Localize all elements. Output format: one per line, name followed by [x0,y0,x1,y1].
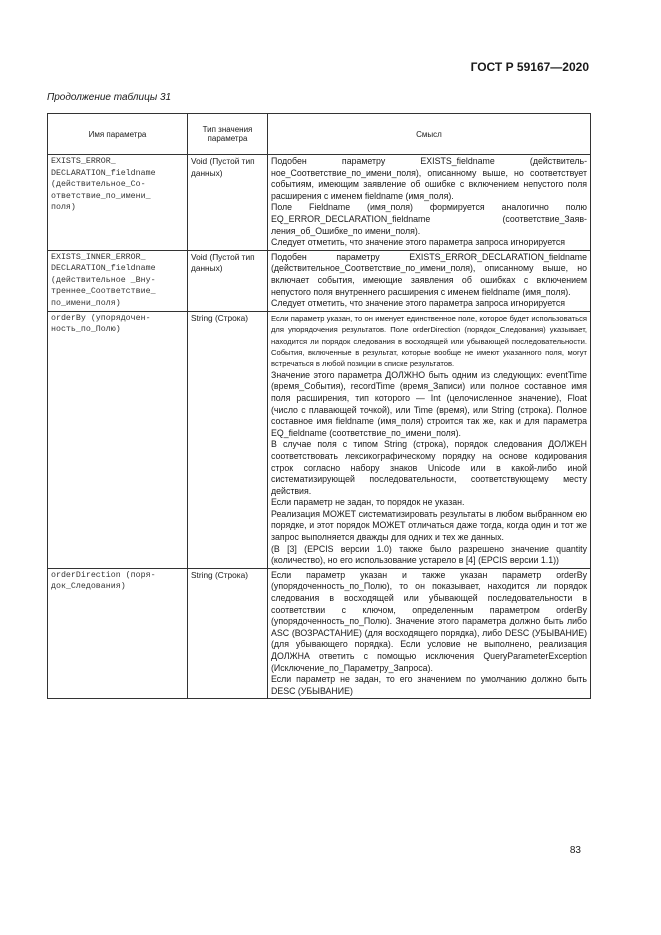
page-number: 83 [569,845,581,856]
meaning-paragraph: В случае поля с типом String (строка), порядок следования ДОЛЖЕН соответствовать лексикографическому порядку на основе кодирования строк согласно набору знаков Unicode или в какой-либо иной систематизирующей последовательности, соответствующему месту действия. [271,439,587,496]
param-type: String (Строка) [188,568,268,699]
param-type: String (Строка) [188,311,268,568]
column-header: Имя параметра [48,114,188,155]
meaning-paragraph: Реализация МОЖЕТ систематизировать результаты в любом выбранном ею порядке, и этот порядок МОЖЕТ отличаться даже тогда, когда один и тот же запрос выполняется дважды для одних и тех же данных. [271,508,587,543]
column-header: Смысл [268,114,591,155]
param-name: EXISTS_INNER_ERROR_ DECLARATION_fieldname (действительное _Вну- треннее_Соответствие_ по_имени_поля) [48,250,188,311]
param-meaning [268,311,591,568]
param-name: orderDirection (поря- док_Следования) [48,568,188,699]
param-meaning [268,250,591,311]
column-header: Тип значения параметра [188,114,268,155]
param-type: Void (Пустой тип данных) [188,250,268,311]
table-header-row [48,114,591,155]
meaning-paragraph: Значение этого параметра ДОЛЖНО быть одним из следующих: eventTime (время_События), recordTime (время_Записи) или полное составное имя поля расширения, тип которого — Int (целочисленное значение), Float (число с плавающей точкой), или Time (время), или String (строка). Полное составное имя fieldname (имя_поля) строится так же, как и для параметра EQ_fieldname (соответствие_по_имени_поля). [271,369,587,438]
param-name: orderBy (упорядочен- ность_по_Полю) [48,311,188,568]
table-row [48,568,591,699]
meaning-paragraph: Если параметр указан и также указан параметр orderBy (упорядоченность_по_Полю), то он показывает, находится ли порядок следования в восходящей или убывающей последовательности в соответствии с ключом, определенным параметром orderBy (упорядоченность_по_Полю). Значение этого параметра должно быть либо ASC (ВОЗРАСТАНИЕ) (для восходящего порядка), либо DESC (УБЫВАНИЕ) (для убывающего порядка). Если условие не выполнено, реализация ДОЛЖНА ответить с помощью исключения QueryParameterException (Исключение_по_Параметру_Запроса). [271,569,587,673]
param-meaning [268,155,591,251]
meaning-paragraph: Если параметр не задан, то его значением по умолчанию должно быть DESC (УБЫВАНИЕ) [271,674,587,696]
meaning-paragraph: Подобен параметру EXISTS_fieldname (действитель-ное_Соответствие_по_имени_поля), описанному выше, но соответствует событиям, имеющим заявление об ошибке с включением непустого поля расширения с именем fieldname (имя_поля). [271,156,587,201]
meaning-paragraph: Поле Fieldname (имя_поля) формируется аналогично полю EQ_ERROR_DECLARATION_fieldname (соответствие_Заяв-ления_об_Ошибке_по имени_поля). [271,202,587,236]
table-row [48,155,591,251]
param-type: Void (Пустой тип данных) [188,155,268,251]
parameters-table [47,113,591,699]
table-row [48,250,591,311]
meaning-paragraph: Следует отметить, что значение этого параметра запроса игнорируется [271,237,566,248]
meaning-paragraph: Если параметр не задан, то порядок не указан. [271,497,465,508]
meaning-paragraph: Следует отметить, что значение этого параметра запроса игнорируется [271,298,566,309]
meaning-paragraph: (В [3] (EPCIS версии 1.0) также было разрешено значение quantity (количество), но его использование устарело в [4] (EPCIS версии 1.1)) [271,543,587,566]
meaning-paragraph: Подобен параметру EXISTS_ERROR_DECLARATION_fieldname (действительное_Соответствие_по_имени_поля), описанному выше, но включает события, имеющие заявления об ошибках с включением непустого поля внутреннего расширения с именем fieldname (имя_поля). [271,251,587,297]
table-continuation-caption: Продолжение таблицы 31 [47,92,172,103]
param-name: EXISTS_ERROR_ DECLARATION_fieldname (действительное_Со- ответствие_по_имени_ поля) [48,155,188,251]
standard-id: ГОСТ Р 59167—2020 [470,60,589,74]
param-meaning [268,568,591,699]
table-row [48,311,591,568]
meaning-paragraph: Если параметр указан, то он именует единственное поле, которое будет использоваться для упорядочения результатов. Поле orderDirection (порядок_Следования) указывает, находится ли порядок следования в восходящей или убывающей последовательности. События, включенные в результат, которые вообще не имеют указанного поля, могут встречаться в любой позиции в списке результатов. [271,313,587,369]
